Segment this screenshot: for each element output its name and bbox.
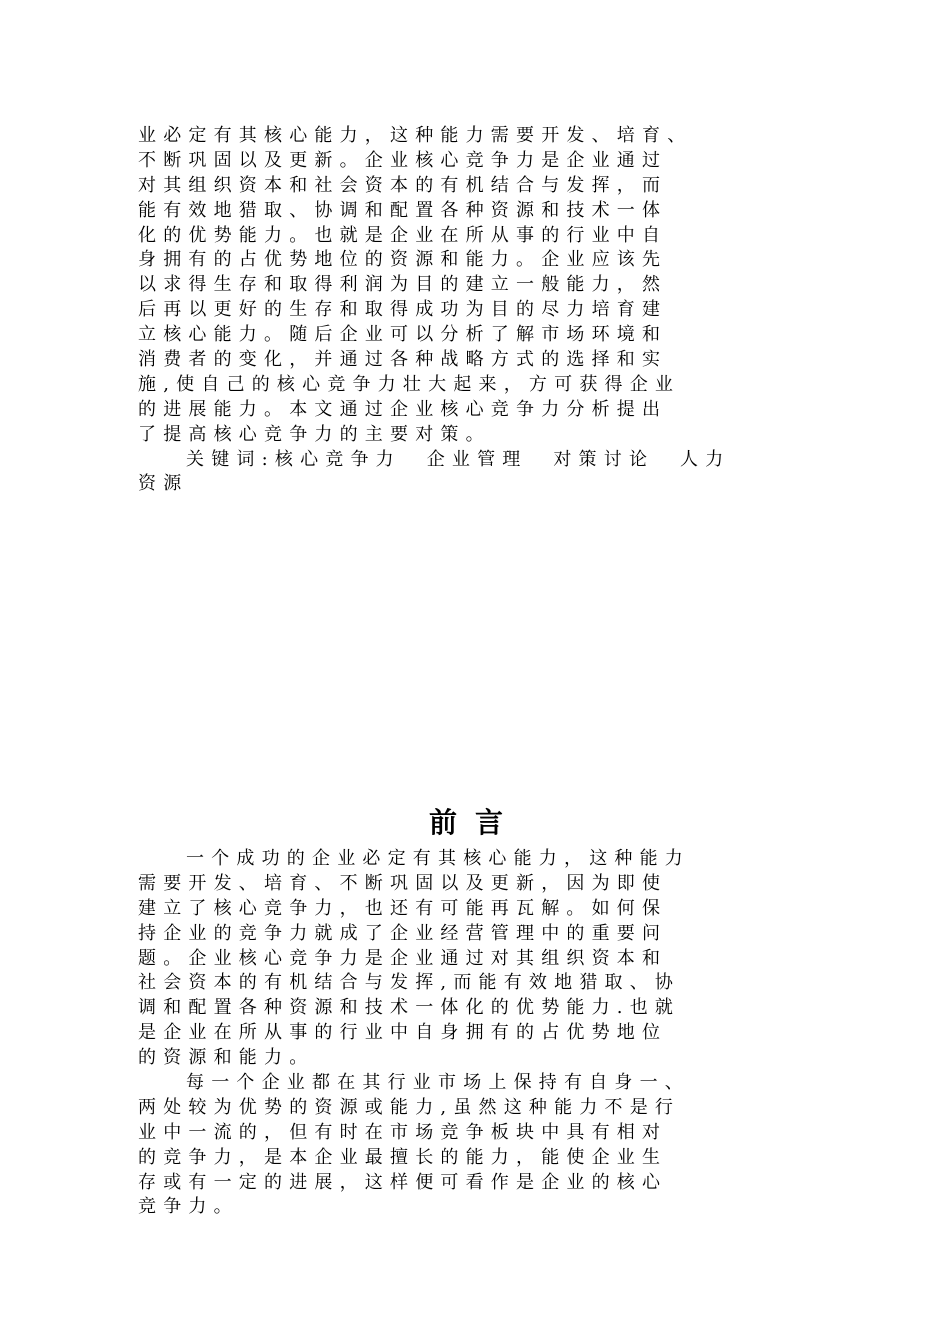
preface-line: 业中一流的，但有时在市场竞争板块中具有相对 bbox=[138, 1121, 668, 1143]
preface-line: 调和配置各种资源和技术一体化的优势能力.也就 bbox=[138, 997, 681, 1019]
preface-line: 是企业在所从事的行业中自身拥有的占优势地位 bbox=[138, 1022, 668, 1044]
preface-line: 的竞争力，是本企业最擅长的能力，能使企业生 bbox=[138, 1146, 668, 1168]
abstract-line: 了提高核心竞争力的主要对策。 bbox=[138, 423, 491, 445]
preface-line: 需要开发、培育、不断巩固以及更新，因为即使 bbox=[138, 872, 668, 894]
abstract-line: 后再以更好的生存和取得成功为目的尽力培育建 bbox=[138, 299, 668, 321]
preface-line: 一个成功的企业必定有其核心能力，这种能力 bbox=[186, 848, 690, 869]
preface-line: 两处较为优势的资源或能力,虽然这种能力不是行 bbox=[138, 1096, 681, 1118]
preface-line: 持企业的竞争力就成了企业经营管理中的重要问 bbox=[138, 922, 668, 944]
preface-line: 存或有一定的进展，这样便可看作是企业的核心 bbox=[138, 1171, 668, 1193]
abstract-line: 立核心能力。随后企业可以分析了解市场环境和 bbox=[138, 324, 668, 346]
preface-line: 竞争力。 bbox=[138, 1196, 239, 1218]
preface-line: 社会资本的有机结合与发挥,而能有效地猎取、协 bbox=[138, 972, 681, 994]
preface-line: 建立了核心竞争力，也还有可能再瓦解。如何保 bbox=[138, 897, 668, 919]
abstract-line: 能有效地猎取、协调和配置各种资源和技术一体 bbox=[138, 199, 668, 221]
preface-line: 题。企业核心竞争力是企业通过对其组织资本和 bbox=[138, 947, 668, 969]
abstract-line: 对其组织资本和社会资本的有机结合与发挥，而 bbox=[138, 174, 668, 196]
preface-line: 的资源和能力。 bbox=[138, 1047, 315, 1069]
preface-section bbox=[138, 847, 846, 1220]
preface-title: 前言 bbox=[428, 806, 521, 839]
keywords-line: 关键词:核心竞争力 企业管理 对策讨论 人力 bbox=[186, 448, 731, 470]
keywords-continuation: 资源 bbox=[138, 473, 189, 495]
abstract-line: 的进展能力。本文通过企业核心竞争力分析提出 bbox=[138, 398, 668, 420]
abstract-section bbox=[138, 124, 846, 497]
abstract-line: 消费者的变化，并通过各种战略方式的选择和实 bbox=[138, 349, 668, 371]
abstract-line: 不断巩固以及更新。企业核心竞争力是企业通过 bbox=[138, 149, 668, 171]
abstract-line: 化的优势能力。也就是企业在所从事的行业中自 bbox=[138, 224, 668, 246]
abstract-line: 身拥有的占优势地位的资源和能力。企业应该先 bbox=[138, 249, 668, 271]
preface-line: 每一个企业都在其行业市场上保持有自身一、 bbox=[186, 1072, 690, 1094]
abstract-line: 施,使自己的核心竞争力壮大起来，方可获得企业 bbox=[138, 373, 681, 395]
abstract-line: 业必定有其核心能力，这种能力需要开发、培育、 bbox=[138, 125, 693, 146]
abstract-line: 以求得生存和取得利润为目的建立一般能力，然 bbox=[138, 274, 668, 296]
